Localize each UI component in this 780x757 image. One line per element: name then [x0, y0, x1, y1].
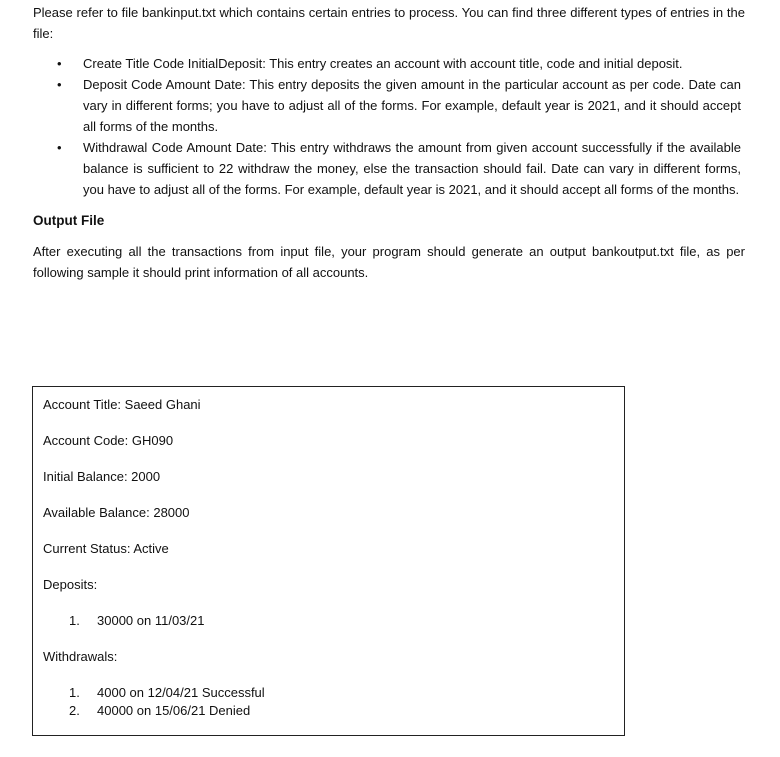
bullet-icon: • — [57, 140, 62, 155]
list-item — [33, 702, 265, 720]
deposits-list — [33, 612, 204, 630]
entry-types-list — [33, 53, 745, 200]
deposits-label: Deposits: — [43, 577, 98, 592]
document-page — [33, 2, 745, 283]
intro-paragraph: Please refer to file bankinput.txt which contains certain entries to process. You can find three different types of entries in the file: — [33, 5, 745, 41]
account-title: Account Title: Saeed Ghani — [43, 397, 201, 412]
list-item — [33, 684, 265, 702]
entry-text: Deposit Code Amount Date: This entry deposits the given amount in the particular account as per code. Date can vary in different forms; you have to adjust all of the forms. For example, default year is 2021, and it should accept all forms of the months. — [83, 77, 741, 134]
withdrawals-label: Withdrawals: — [43, 649, 118, 664]
item-number: 2. — [69, 703, 80, 718]
list-item — [33, 612, 204, 630]
withdrawal-entry: 4000 on 12/04/21 Successful — [97, 685, 265, 700]
deposit-entry: 30000 on 11/03/21 — [97, 613, 205, 628]
initial-balance: Initial Balance: 2000 — [43, 469, 161, 484]
withdrawal-entry: 40000 on 15/06/21 Denied — [97, 703, 251, 718]
withdrawals-list — [33, 684, 265, 720]
entry-text: Create Title Code InitialDeposit: This entry creates an account with account title, code and initial deposit. — [83, 56, 683, 71]
bullet-icon: • — [57, 56, 62, 71]
item-number: 1. — [69, 613, 80, 628]
bullet-icon: • — [57, 77, 62, 92]
available-balance: Available Balance: 28000 — [43, 505, 190, 520]
list-item — [33, 53, 741, 74]
output-file-heading: Output File — [33, 213, 105, 228]
item-number: 1. — [69, 685, 80, 700]
list-item — [33, 74, 741, 137]
output-paragraph: After executing all the transactions from input file, your program should generate an output bankoutput.txt file, as per following sample it should print information of all accounts. — [33, 244, 745, 280]
current-status: Current Status: Active — [43, 541, 169, 556]
list-item — [33, 137, 741, 200]
sample-output-box — [32, 386, 625, 736]
entry-text: Withdrawal Code Amount Date: This entry withdraws the amount from given account successfully if the available balance is sufficient to 22 withdraw the money, else the transaction should fail. Date can vary in different forms, you have to adjust all of the forms. For example, default year is 2021, and it should accept all forms of the months. — [83, 140, 741, 197]
account-code: Account Code: GH090 — [43, 433, 174, 448]
